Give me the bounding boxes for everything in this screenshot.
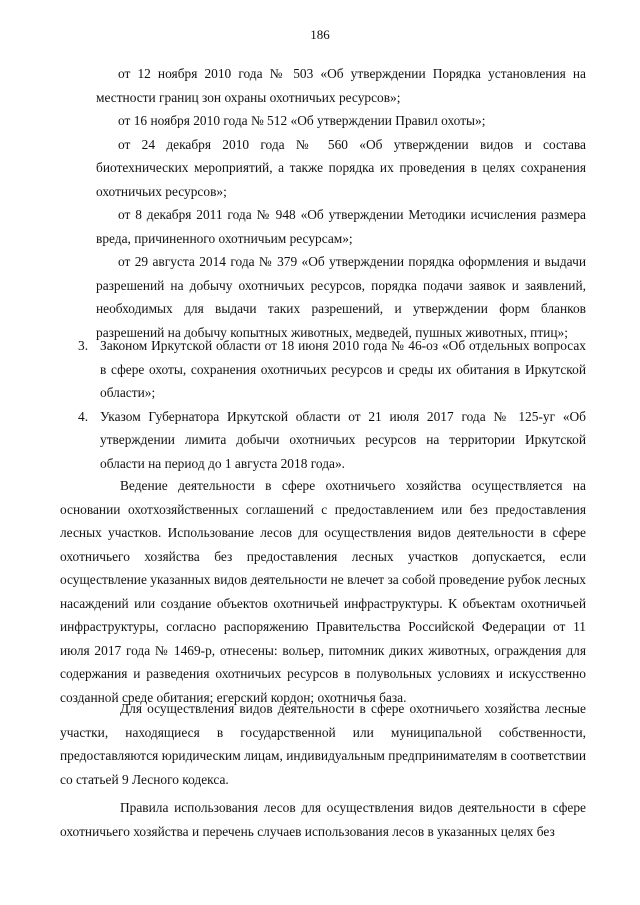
list-text: Указом Губернатора Иркутской области от 21 июля 2017 года № 125-уг «Об утверждении лимита добычи охотничьих ресурсов на территории Иркутской области на период до 1 августа 2018 года». [100, 408, 586, 471]
numbered-list [78, 334, 586, 475]
sublist [96, 62, 586, 344]
list-item [78, 334, 586, 405]
list-item [78, 405, 586, 476]
paragraph: Для осуществления видов деятельности в сфере охотничьего хозяйства лесные участки, находящиеся в государственной или муниципальной собственности, предоставляются юридическим лицам, индивидуальным предпринимателям в соответствии со статьей 9 Лесного кодекса. [60, 701, 586, 787]
sublist-item: от 12 ноября 2010 года № 503 «Об утверждении Порядка установления на местности границ зон охраны охотничьих ресурсов»; [96, 66, 586, 105]
sublist-item: от 24 декабря 2010 года № 560 «Об утверждении видов и состава биотехнических мероприятий, а также порядка их проведения в целях сохранения охотничьих ресурсов»; [96, 136, 586, 199]
page-number: 186 [310, 27, 330, 42]
sublist-item: от 8 декабря 2011 года № 948 «Об утверждении Методики исчисления размера вреда, причиненного охотничьим ресурсам»; [96, 207, 586, 246]
list-text: Законом Иркутской области от 18 июня 2010 года № 46-оз «Об отдельных вопросах в сфере охоты, сохранения охотничьих ресурсов и среды их обитания в Иркутской области»; [100, 338, 586, 400]
list-number: 3. [78, 338, 89, 353]
paragraph: Ведение деятельности в сфере охотничьего хозяйства осуществляется на основании охотхозяйственных соглашений с предоставлением или без предоставления лесных участков. Использование лесов для осуществления видов деятельности в сфере охотничьего хозяйства без предоставления лесных участков допускается, если осуществление указанных видов деятельности не влечет за собой проведение рубок лесных насаждений или создание объектов охотничьей инфраструктуры. К объектам охотничьей инфраструктуры, согласно распоряжению Правительства Российской Федерации от 11 июля 2017 года № 1469-р, отнесены: вольер, питомник диких животных, ограждения для содержания и разведения охотничьих ресурсов в полувольных условиях и искусственно созданной среде обитания; егерский кордон; охотничья база. [60, 478, 586, 705]
paragraph: Правила использования лесов для осуществления видов деятельности в сфере охотничьего хозяйства и перечень случаев использования лесов в указанных целях без [60, 800, 586, 839]
list-number: 4. [78, 408, 89, 424]
sublist-item: от 16 ноября 2010 года № 512 «Об утверждении Правил охоты»; [118, 113, 486, 128]
sublist-item: от 29 августа 2014 года № 379 «Об утверждении порядка оформления и выдачи разрешений на добычу охотничьих ресурсов, порядка подачи заявок и заявлений, необходимых для выдачи таких разрешений, и утверждении форм бланков разрешений на добычу копытных животных, медведей, пушных животных, птиц»; [96, 254, 586, 340]
